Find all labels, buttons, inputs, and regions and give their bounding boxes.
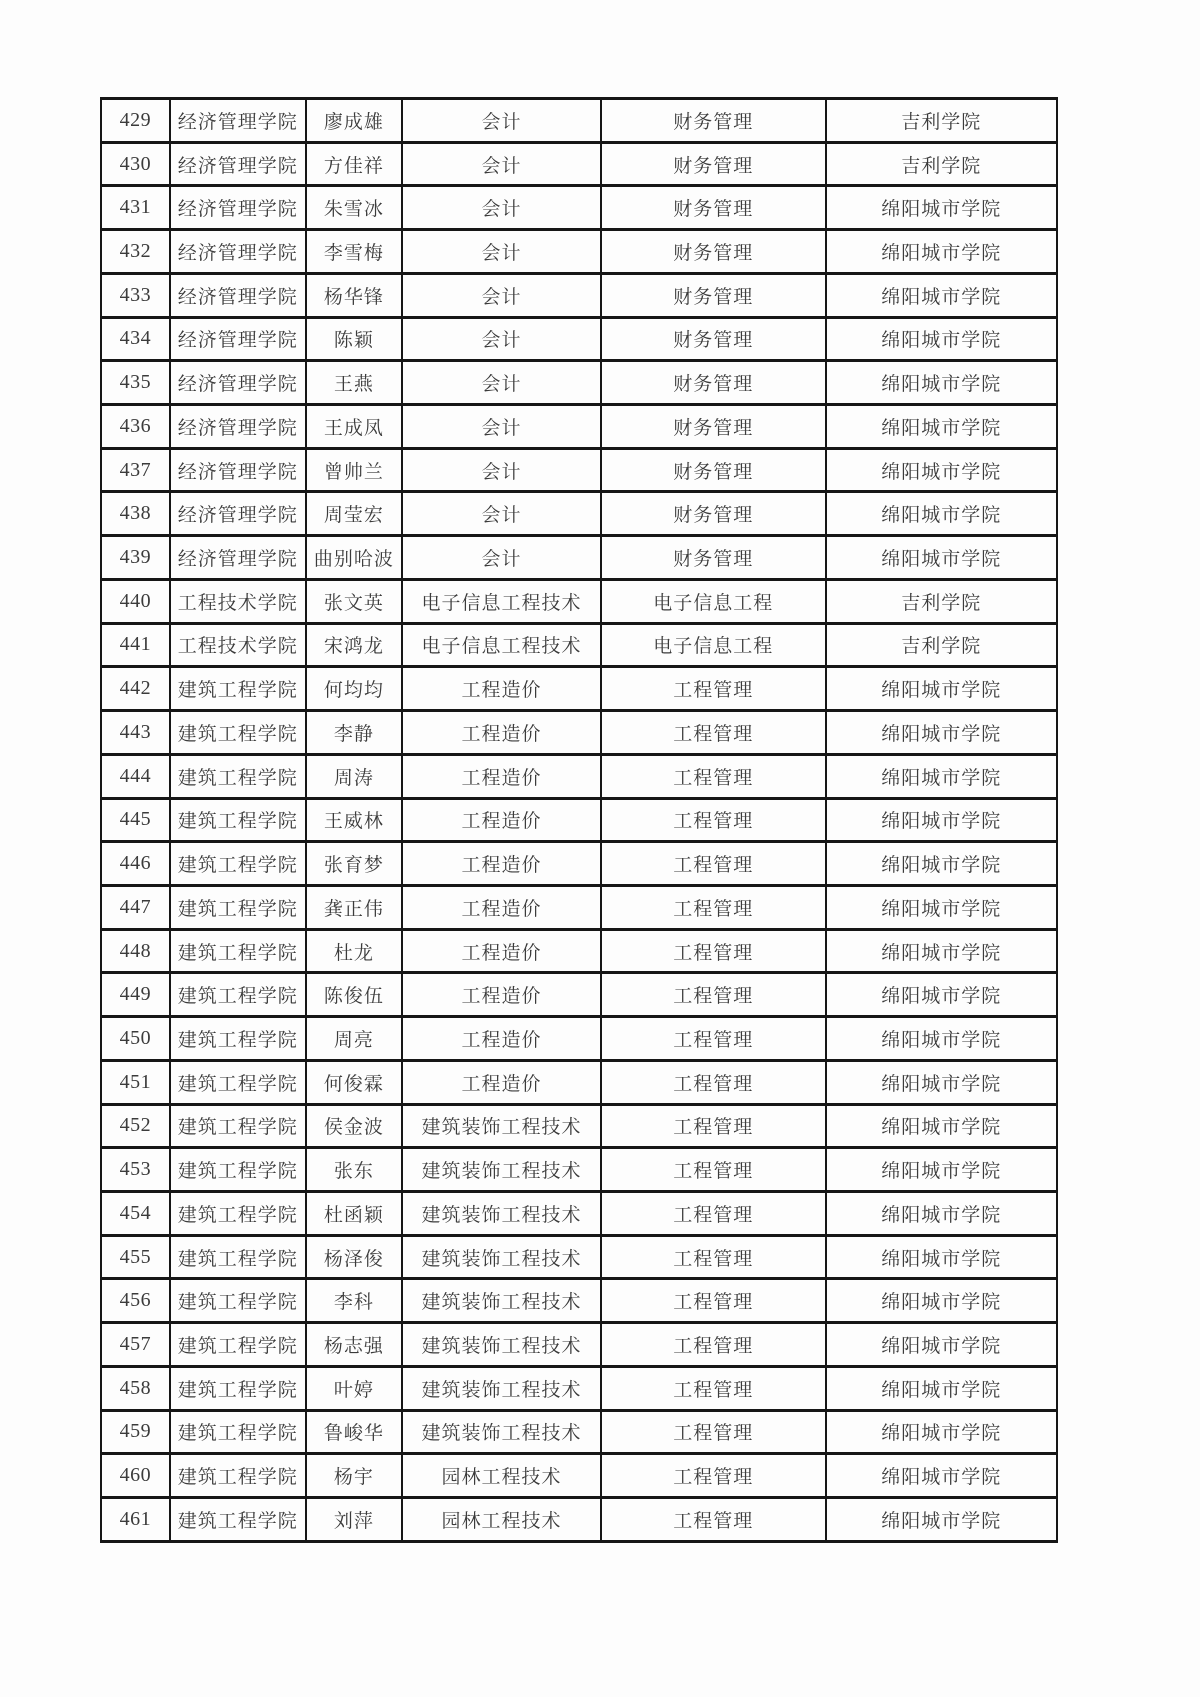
table-row	[101, 1279, 1057, 1323]
cell-major: 建筑装饰工程技术	[402, 1366, 601, 1410]
cell-major: 会计	[402, 273, 601, 317]
table-row	[101, 667, 1057, 711]
cell-name: 宋鸿龙	[306, 623, 403, 667]
cell-college: 工程技术学院	[170, 623, 306, 667]
cell-major: 建筑装饰工程技术	[402, 1148, 601, 1192]
cell-name: 侯金波	[306, 1104, 403, 1148]
cell-target-major: 工程管理	[601, 1191, 826, 1235]
cell-school: 绵阳城市学院	[826, 1104, 1057, 1148]
cell-major: 建筑装饰工程技术	[402, 1410, 601, 1454]
table-row	[101, 361, 1057, 405]
table-row	[101, 711, 1057, 755]
table-row	[101, 623, 1057, 667]
table-row	[101, 1323, 1057, 1367]
cell-major: 工程造价	[402, 973, 601, 1017]
cell-college: 建筑工程学院	[170, 1366, 306, 1410]
cell-college: 经济管理学院	[170, 142, 306, 186]
cell-college: 经济管理学院	[170, 317, 306, 361]
cell-index: 431	[101, 186, 170, 230]
cell-name: 张育梦	[306, 842, 403, 886]
table-row	[101, 273, 1057, 317]
cell-index: 447	[101, 885, 170, 929]
cell-name: 何俊霖	[306, 1060, 403, 1104]
cell-school: 绵阳城市学院	[826, 536, 1057, 580]
table-row	[101, 885, 1057, 929]
table-row	[101, 1017, 1057, 1061]
cell-school: 绵阳城市学院	[826, 1410, 1057, 1454]
cell-major: 工程造价	[402, 842, 601, 886]
cell-index: 441	[101, 623, 170, 667]
cell-major: 电子信息工程技术	[402, 579, 601, 623]
cell-major: 建筑装饰工程技术	[402, 1191, 601, 1235]
cell-major: 工程造价	[402, 711, 601, 755]
cell-school: 吉利学院	[826, 579, 1057, 623]
table-row	[101, 448, 1057, 492]
cell-school: 绵阳城市学院	[826, 230, 1057, 274]
cell-major: 工程造价	[402, 798, 601, 842]
cell-index: 452	[101, 1104, 170, 1148]
cell-college: 建筑工程学院	[170, 973, 306, 1017]
table-row	[101, 230, 1057, 274]
table-row	[101, 1148, 1057, 1192]
cell-school: 绵阳城市学院	[826, 405, 1057, 449]
cell-college: 经济管理学院	[170, 536, 306, 580]
table-row	[101, 1410, 1057, 1454]
cell-school: 绵阳城市学院	[826, 798, 1057, 842]
cell-name: 叶婷	[306, 1366, 403, 1410]
cell-major: 工程造价	[402, 1017, 601, 1061]
cell-target-major: 工程管理	[601, 1279, 826, 1323]
cell-name: 张文英	[306, 579, 403, 623]
table-row	[101, 842, 1057, 886]
cell-target-major: 财务管理	[601, 230, 826, 274]
cell-school: 绵阳城市学院	[826, 273, 1057, 317]
cell-school: 绵阳城市学院	[826, 711, 1057, 755]
cell-college: 经济管理学院	[170, 361, 306, 405]
cell-school: 绵阳城市学院	[826, 1279, 1057, 1323]
cell-index: 432	[101, 230, 170, 274]
cell-name: 陈颖	[306, 317, 403, 361]
cell-target-major: 财务管理	[601, 405, 826, 449]
cell-target-major: 财务管理	[601, 142, 826, 186]
cell-major: 工程造价	[402, 885, 601, 929]
cell-college: 建筑工程学院	[170, 798, 306, 842]
cell-index: 446	[101, 842, 170, 886]
cell-school: 绵阳城市学院	[826, 1498, 1057, 1542]
cell-index: 456	[101, 1279, 170, 1323]
cell-name: 杜函颖	[306, 1191, 403, 1235]
cell-target-major: 工程管理	[601, 1366, 826, 1410]
cell-college: 建筑工程学院	[170, 1017, 306, 1061]
cell-school: 绵阳城市学院	[826, 754, 1057, 798]
cell-name: 周莹宏	[306, 492, 403, 536]
cell-target-major: 财务管理	[601, 492, 826, 536]
cell-school: 绵阳城市学院	[826, 1191, 1057, 1235]
cell-college: 建筑工程学院	[170, 885, 306, 929]
cell-college: 建筑工程学院	[170, 1279, 306, 1323]
cell-school: 绵阳城市学院	[826, 448, 1057, 492]
cell-school: 绵阳城市学院	[826, 842, 1057, 886]
cell-target-major: 工程管理	[601, 929, 826, 973]
cell-major: 建筑装饰工程技术	[402, 1323, 601, 1367]
cell-school: 绵阳城市学院	[826, 1454, 1057, 1498]
cell-college: 经济管理学院	[170, 492, 306, 536]
cell-index: 443	[101, 711, 170, 755]
cell-name: 方佳祥	[306, 142, 403, 186]
cell-target-major: 电子信息工程	[601, 579, 826, 623]
cell-target-major: 工程管理	[601, 1235, 826, 1279]
cell-name: 周亮	[306, 1017, 403, 1061]
cell-index: 429	[101, 99, 170, 143]
cell-major: 园林工程技术	[402, 1498, 601, 1542]
cell-target-major: 工程管理	[601, 1017, 826, 1061]
cell-name: 李静	[306, 711, 403, 755]
cell-major: 电子信息工程技术	[402, 623, 601, 667]
cell-target-major: 财务管理	[601, 448, 826, 492]
cell-school: 吉利学院	[826, 623, 1057, 667]
cell-index: 445	[101, 798, 170, 842]
cell-school: 绵阳城市学院	[826, 186, 1057, 230]
table-row	[101, 317, 1057, 361]
cell-major: 工程造价	[402, 929, 601, 973]
cell-target-major: 财务管理	[601, 273, 826, 317]
cell-target-major: 工程管理	[601, 754, 826, 798]
cell-school: 绵阳城市学院	[826, 317, 1057, 361]
table-row	[101, 1235, 1057, 1279]
cell-college: 建筑工程学院	[170, 1410, 306, 1454]
table-row	[101, 754, 1057, 798]
cell-name: 廖成雄	[306, 99, 403, 143]
cell-target-major: 财务管理	[601, 186, 826, 230]
cell-index: 460	[101, 1454, 170, 1498]
cell-major: 会计	[402, 448, 601, 492]
cell-target-major: 工程管理	[601, 1454, 826, 1498]
cell-college: 建筑工程学院	[170, 1454, 306, 1498]
cell-index: 457	[101, 1323, 170, 1367]
table-body	[101, 99, 1057, 1542]
cell-major: 会计	[402, 361, 601, 405]
cell-target-major: 工程管理	[601, 1104, 826, 1148]
cell-major: 会计	[402, 317, 601, 361]
cell-target-major: 工程管理	[601, 1498, 826, 1542]
table-row	[101, 1366, 1057, 1410]
cell-target-major: 工程管理	[601, 1060, 826, 1104]
cell-school: 绵阳城市学院	[826, 492, 1057, 536]
cell-index: 435	[101, 361, 170, 405]
cell-index: 436	[101, 405, 170, 449]
cell-college: 工程技术学院	[170, 579, 306, 623]
cell-index: 458	[101, 1366, 170, 1410]
cell-index: 439	[101, 536, 170, 580]
cell-school: 绵阳城市学院	[826, 1235, 1057, 1279]
cell-name: 王成凤	[306, 405, 403, 449]
cell-major: 工程造价	[402, 754, 601, 798]
cell-major: 建筑装饰工程技术	[402, 1104, 601, 1148]
cell-name: 何均均	[306, 667, 403, 711]
cell-school: 绵阳城市学院	[826, 929, 1057, 973]
table-row	[101, 492, 1057, 536]
cell-college: 建筑工程学院	[170, 754, 306, 798]
cell-name: 李雪梅	[306, 230, 403, 274]
cell-major: 工程造价	[402, 1060, 601, 1104]
cell-index: 449	[101, 973, 170, 1017]
cell-college: 经济管理学院	[170, 186, 306, 230]
cell-target-major: 工程管理	[601, 798, 826, 842]
cell-index: 438	[101, 492, 170, 536]
cell-college: 建筑工程学院	[170, 1191, 306, 1235]
cell-college: 经济管理学院	[170, 230, 306, 274]
cell-index: 448	[101, 929, 170, 973]
cell-index: 454	[101, 1191, 170, 1235]
cell-target-major: 财务管理	[601, 99, 826, 143]
cell-major: 建筑装饰工程技术	[402, 1279, 601, 1323]
cell-college: 经济管理学院	[170, 448, 306, 492]
table-row	[101, 1454, 1057, 1498]
cell-college: 经济管理学院	[170, 273, 306, 317]
cell-index: 461	[101, 1498, 170, 1542]
cell-index: 430	[101, 142, 170, 186]
cell-name: 杨宇	[306, 1454, 403, 1498]
cell-index: 434	[101, 317, 170, 361]
cell-index: 455	[101, 1235, 170, 1279]
cell-name: 鲁峻华	[306, 1410, 403, 1454]
student-roster-table	[100, 97, 1058, 1543]
table-row	[101, 1498, 1057, 1542]
cell-major: 园林工程技术	[402, 1454, 601, 1498]
cell-index: 440	[101, 579, 170, 623]
cell-target-major: 财务管理	[601, 317, 826, 361]
cell-major: 会计	[402, 230, 601, 274]
table-row	[101, 405, 1057, 449]
cell-major: 会计	[402, 405, 601, 449]
cell-school: 绵阳城市学院	[826, 1148, 1057, 1192]
table-row	[101, 142, 1057, 186]
table-row	[101, 973, 1057, 1017]
cell-target-major: 工程管理	[601, 1410, 826, 1454]
cell-index: 444	[101, 754, 170, 798]
cell-name: 李科	[306, 1279, 403, 1323]
cell-name: 杨泽俊	[306, 1235, 403, 1279]
cell-school: 吉利学院	[826, 142, 1057, 186]
cell-name: 张东	[306, 1148, 403, 1192]
cell-name: 刘萍	[306, 1498, 403, 1542]
cell-major: 会计	[402, 186, 601, 230]
table-row	[101, 1191, 1057, 1235]
cell-name: 周涛	[306, 754, 403, 798]
cell-major: 会计	[402, 536, 601, 580]
cell-school: 绵阳城市学院	[826, 973, 1057, 1017]
cell-school: 绵阳城市学院	[826, 1323, 1057, 1367]
cell-target-major: 财务管理	[601, 361, 826, 405]
cell-school: 绵阳城市学院	[826, 1017, 1057, 1061]
cell-school: 绵阳城市学院	[826, 1060, 1057, 1104]
cell-college: 建筑工程学院	[170, 1235, 306, 1279]
table-row	[101, 536, 1057, 580]
cell-college: 建筑工程学院	[170, 711, 306, 755]
cell-college: 建筑工程学院	[170, 1148, 306, 1192]
student-roster-table-container	[100, 97, 1058, 1543]
cell-name: 龚正伟	[306, 885, 403, 929]
cell-name: 杨志强	[306, 1323, 403, 1367]
cell-school: 绵阳城市学院	[826, 885, 1057, 929]
cell-major: 会计	[402, 142, 601, 186]
cell-college: 建筑工程学院	[170, 842, 306, 886]
cell-name: 王燕	[306, 361, 403, 405]
cell-index: 459	[101, 1410, 170, 1454]
cell-school: 绵阳城市学院	[826, 1366, 1057, 1410]
table-row	[101, 99, 1057, 143]
table-row	[101, 1104, 1057, 1148]
cell-major: 工程造价	[402, 667, 601, 711]
cell-name: 杨华锋	[306, 273, 403, 317]
cell-target-major: 财务管理	[601, 536, 826, 580]
cell-target-major: 工程管理	[601, 1323, 826, 1367]
cell-major: 建筑装饰工程技术	[402, 1235, 601, 1279]
cell-target-major: 工程管理	[601, 1148, 826, 1192]
cell-target-major: 工程管理	[601, 842, 826, 886]
cell-index: 433	[101, 273, 170, 317]
cell-index: 442	[101, 667, 170, 711]
cell-college: 建筑工程学院	[170, 1323, 306, 1367]
cell-college: 建筑工程学院	[170, 1060, 306, 1104]
cell-college: 建筑工程学院	[170, 667, 306, 711]
cell-school: 绵阳城市学院	[826, 361, 1057, 405]
cell-name: 陈俊伍	[306, 973, 403, 1017]
cell-target-major: 工程管理	[601, 711, 826, 755]
cell-major: 会计	[402, 492, 601, 536]
cell-target-major: 电子信息工程	[601, 623, 826, 667]
cell-name: 曾帅兰	[306, 448, 403, 492]
table-row	[101, 186, 1057, 230]
cell-index: 453	[101, 1148, 170, 1192]
cell-target-major: 工程管理	[601, 973, 826, 1017]
cell-target-major: 工程管理	[601, 885, 826, 929]
cell-school: 绵阳城市学院	[826, 667, 1057, 711]
cell-school: 吉利学院	[826, 99, 1057, 143]
cell-college: 经济管理学院	[170, 405, 306, 449]
cell-major: 会计	[402, 99, 601, 143]
cell-name: 朱雪冰	[306, 186, 403, 230]
cell-name: 曲别哈波	[306, 536, 403, 580]
cell-college: 建筑工程学院	[170, 1498, 306, 1542]
table-row	[101, 929, 1057, 973]
table-row	[101, 798, 1057, 842]
cell-college: 经济管理学院	[170, 99, 306, 143]
cell-target-major: 工程管理	[601, 667, 826, 711]
cell-index: 437	[101, 448, 170, 492]
cell-name: 杜龙	[306, 929, 403, 973]
table-row	[101, 1060, 1057, 1104]
cell-index: 450	[101, 1017, 170, 1061]
cell-college: 建筑工程学院	[170, 929, 306, 973]
cell-college: 建筑工程学院	[170, 1104, 306, 1148]
table-row	[101, 579, 1057, 623]
cell-index: 451	[101, 1060, 170, 1104]
cell-name: 王威林	[306, 798, 403, 842]
